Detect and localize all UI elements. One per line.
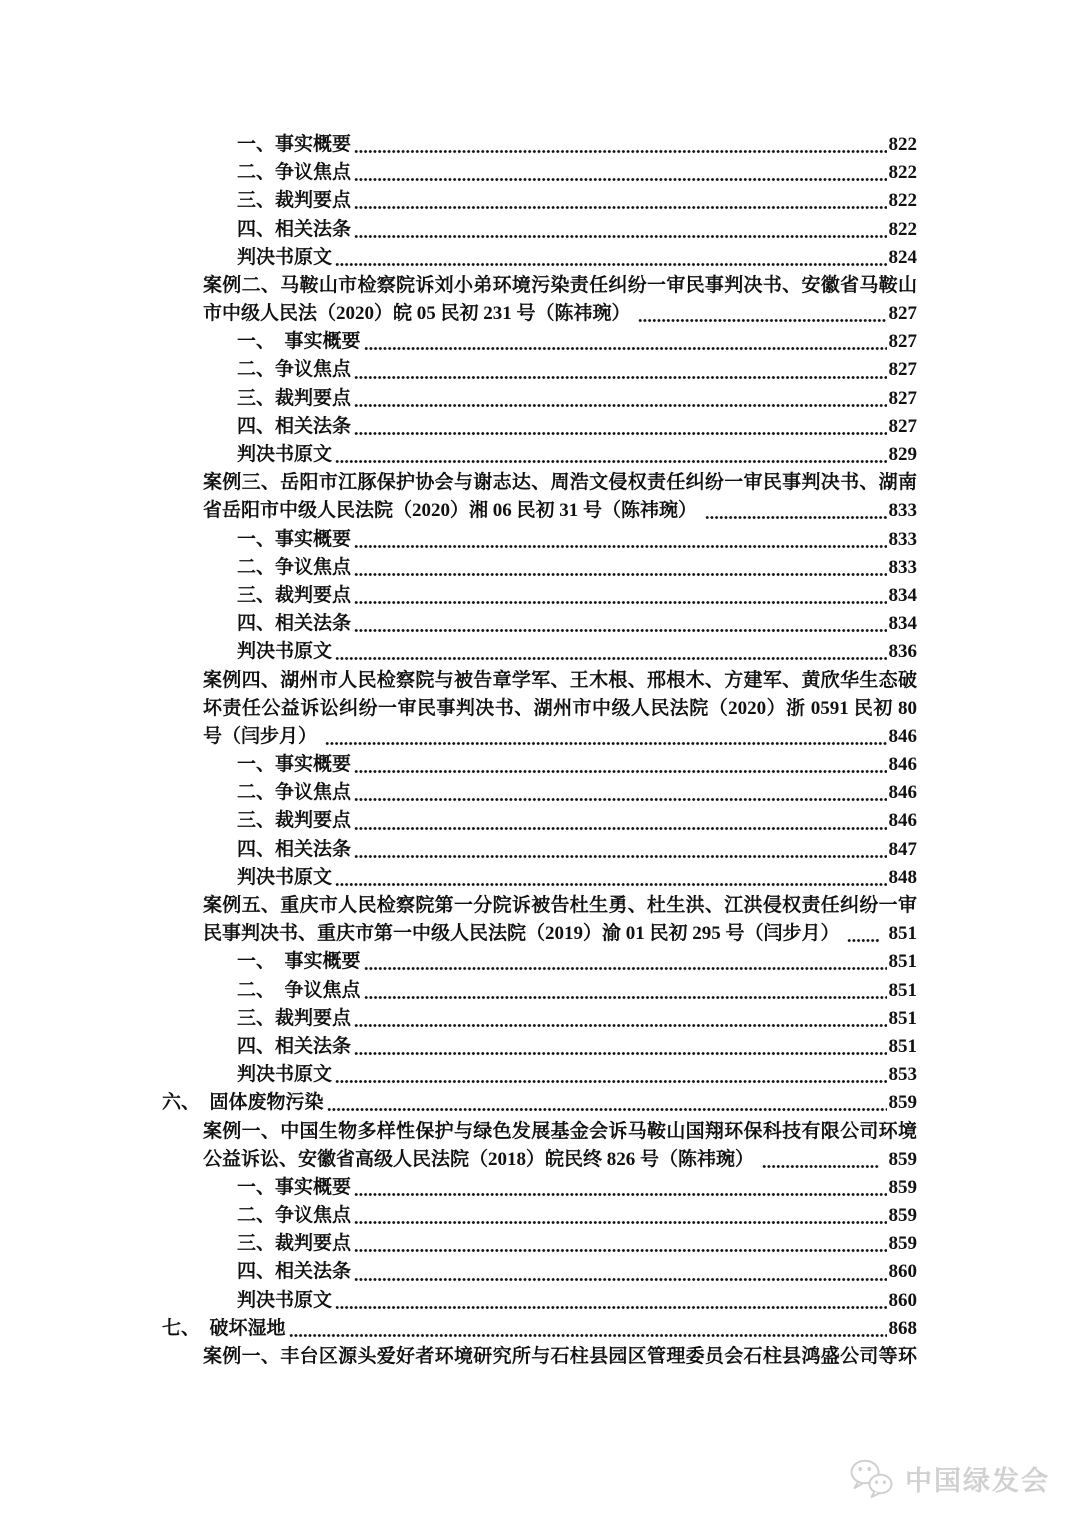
toc-entry-text: 坏责任公益诉讼纠纷一审民事判决书、湖州市中级人民法院（2020）浙 0591 民初 80: [203, 697, 917, 719]
toc-entry-text: 民事判决书、重庆市第一中级人民法院（2019）渝 01 民初 295 号（闫步月）: [203, 923, 845, 945]
toc-entry[interactable]: [0, 497, 1080, 525]
toc-entry-text: 判决书原文: [237, 444, 333, 466]
page-number: 833: [888, 500, 917, 522]
toc-entry[interactable]: [0, 582, 1080, 610]
toc-entry[interactable]: [0, 1202, 1080, 1230]
toc-entry[interactable]: [0, 441, 1080, 469]
page-number: 833: [888, 556, 917, 578]
page-number: 822: [888, 218, 917, 240]
toc-entry[interactable]: [0, 779, 1080, 807]
toc-entry-text: 判决书原文: [237, 866, 333, 888]
page-number: 847: [888, 838, 917, 860]
toc-entry-text: 一、事实概要: [237, 754, 352, 776]
dot-leader: [762, 1165, 879, 1168]
toc-entry[interactable]: [0, 1089, 1080, 1117]
page-number: 822: [888, 133, 917, 155]
toc-entry-text: 案例二、马鞍山市检察院诉刘小弟环境污染责任纠纷一审民事判决书、安徽省马鞍山: [203, 274, 917, 296]
toc-entry-text: 案例一、中国生物多样性保护与绿色发展基金会诉马鞍山国翔环保科技有限公司环境: [203, 1120, 917, 1142]
dot-leader: [354, 1052, 886, 1055]
toc-entry[interactable]: [0, 1230, 1080, 1258]
toc-entry-text: 二、争议焦点: [237, 359, 352, 381]
toc-entry-text: 一、事实概要: [237, 133, 352, 155]
page-number: 834: [888, 613, 917, 635]
dot-leader: [638, 319, 886, 322]
dot-leader: [354, 1221, 886, 1224]
page-number: 827: [888, 331, 917, 353]
page-number: 851: [888, 979, 917, 1001]
dot-leader: [847, 939, 878, 942]
dot-leader: [354, 1249, 886, 1252]
dot-leader: [335, 263, 886, 266]
toc-entry[interactable]: [0, 948, 1080, 976]
toc-entry[interactable]: [0, 1259, 1080, 1287]
toc-entry[interactable]: [0, 300, 1080, 328]
dot-leader: [705, 516, 887, 519]
dot-leader: [354, 1193, 886, 1196]
toc-entry[interactable]: [0, 413, 1080, 441]
toc-entry-text: 四、相关法条: [237, 838, 352, 860]
dot-leader: [335, 1306, 886, 1309]
page-number: 833: [888, 528, 917, 550]
dot-leader: [354, 150, 886, 153]
dot-leader: [354, 545, 886, 548]
toc-entry[interactable]: [0, 1005, 1080, 1033]
page-number: 859: [888, 1233, 917, 1255]
toc-entry[interactable]: [0, 328, 1080, 356]
toc-entry-text: 七、 破坏湿地: [162, 1317, 286, 1339]
toc-entry[interactable]: [0, 1118, 1080, 1146]
toc-entry[interactable]: [0, 272, 1080, 300]
page-number: 846: [888, 810, 917, 832]
dot-leader: [354, 798, 886, 801]
toc-entry[interactable]: [0, 216, 1080, 244]
toc-entry-text: 二、争议焦点: [237, 782, 352, 804]
dot-leader: [354, 432, 886, 435]
toc-entry[interactable]: [0, 808, 1080, 836]
dot-leader: [327, 1108, 887, 1111]
toc-entry[interactable]: [0, 131, 1080, 159]
toc-entry[interactable]: [0, 836, 1080, 864]
toc-entry-text: 四、相关法条: [237, 218, 352, 240]
toc-entry[interactable]: [0, 920, 1080, 948]
toc-entry[interactable]: [0, 977, 1080, 1005]
toc-entry[interactable]: [0, 1061, 1080, 1089]
dot-leader: [354, 573, 886, 576]
toc-entry[interactable]: [0, 751, 1080, 779]
page-number: 860: [888, 1261, 917, 1283]
toc-entry[interactable]: [0, 554, 1080, 582]
page-number: 824: [888, 246, 917, 268]
page-number: 848: [888, 866, 917, 888]
toc-entry-text: 一、事实概要: [237, 1176, 352, 1198]
page-number: 860: [888, 1289, 917, 1311]
toc-entry[interactable]: [0, 892, 1080, 920]
toc-entry-text: 判决书原文: [237, 1064, 333, 1086]
toc-entry[interactable]: [0, 864, 1080, 892]
dot-leader: [354, 827, 886, 830]
toc-entry[interactable]: [0, 385, 1080, 413]
toc-entry-text: 三、裁判要点: [237, 387, 352, 409]
toc-entry-text: 一、事实概要: [237, 528, 352, 550]
page-number: 868: [888, 1317, 917, 1339]
dot-leader: [354, 404, 886, 407]
toc-entry-text: 案例四、湖州市人民检察院与被告章学军、王木根、邢根木、方建军、黄欣华生态破: [203, 669, 917, 691]
dot-leader: [354, 601, 886, 604]
toc-entry[interactable]: [0, 667, 1080, 695]
toc-entry-text: 判决书原文: [237, 246, 333, 268]
toc-entry-text: 三、裁判要点: [237, 584, 352, 606]
toc-entry-text: 号（闫步月）: [203, 725, 322, 747]
toc: [0, 131, 1080, 1371]
toc-entry-text: 四、相关法条: [237, 1261, 352, 1283]
page-number: 859: [888, 1092, 917, 1114]
toc-entry-text: 三、裁判要点: [237, 1007, 352, 1029]
toc-entry[interactable]: [0, 638, 1080, 666]
dot-leader: [335, 1080, 886, 1083]
dot-leader: [335, 657, 886, 660]
dot-leader: [354, 206, 886, 209]
toc-entry[interactable]: [0, 1343, 1080, 1371]
toc-entry-text: 案例三、岳阳市江豚保护协会与谢志达、周浩文侵权责任纠纷一审民事判决书、湖南: [203, 472, 917, 494]
toc-entry[interactable]: [0, 187, 1080, 215]
page-number: 822: [888, 190, 917, 212]
dot-leader: [354, 770, 886, 773]
page-number: 827: [888, 359, 917, 381]
toc-entry-text: 二、争议焦点: [237, 556, 352, 578]
dot-leader: [289, 1334, 887, 1337]
page-number: 846: [888, 782, 917, 804]
toc-entry-text: 三、裁判要点: [237, 1233, 352, 1255]
toc-entry-text: 公益诉讼、安徽省高级人民法院（2018）皖民终 826 号（陈祎琬）: [203, 1148, 759, 1170]
toc-entry-text: 案例一、丰台区源头爱好者环境研究所与石柱县园区管理委员会石柱县鸿盛公司等环: [203, 1346, 917, 1368]
page-number: 851: [888, 1007, 917, 1029]
toc-entry-text: 判决书原文: [237, 641, 333, 663]
page-number: 851: [888, 1035, 917, 1057]
page-number: 859: [888, 1205, 917, 1227]
toc-entry[interactable]: [0, 610, 1080, 638]
dot-leader: [354, 178, 886, 181]
toc-entry-text: 市中级人民法（2020）皖 05 民初 231 号（陈祎琬）: [203, 303, 636, 325]
toc-entry-text: 三、裁判要点: [237, 810, 352, 832]
wechat-icon: [848, 1458, 896, 1499]
page-number: 829: [888, 444, 917, 466]
page-number: 827: [888, 303, 917, 325]
toc-entry-text: 二、争议焦点: [237, 162, 352, 184]
toc-entry[interactable]: [0, 1287, 1080, 1315]
toc-entry-text: 案例五、重庆市人民检察院第一分院诉被告杜生勇、杜生洪、江洪侵权责任纠纷一审: [203, 895, 917, 917]
toc-entry[interactable]: [0, 357, 1080, 385]
dot-leader: [354, 855, 886, 858]
toc-entry-text: 三、裁判要点: [237, 190, 352, 212]
toc-entry[interactable]: [0, 723, 1080, 751]
page-number: 834: [888, 584, 917, 606]
watermark: [848, 1458, 1050, 1499]
toc-entry-text: 四、相关法条: [237, 1035, 352, 1057]
dot-leader: [364, 996, 887, 999]
toc-entry-text: 四、相关法条: [237, 613, 352, 635]
dot-leader: [354, 629, 886, 632]
toc-entry[interactable]: [0, 1033, 1080, 1061]
dot-leader: [354, 376, 886, 379]
toc-entry-text: 一、 事实概要: [237, 331, 361, 353]
dot-leader: [364, 967, 887, 970]
dot-leader: [354, 235, 886, 238]
toc-entry-text: 省岳阳市中级人民法院（2020）湘 06 民初 31 号（陈祎琬）: [203, 500, 702, 522]
toc-entry[interactable]: [0, 159, 1080, 187]
page-number: 827: [888, 387, 917, 409]
page-number: 851: [888, 923, 917, 945]
page-number: 836: [888, 641, 917, 663]
toc-entry-text: 六、 固体废物污染: [162, 1092, 324, 1114]
dot-leader: [354, 1024, 886, 1027]
page-number: 851: [888, 951, 917, 973]
page-number: 853: [888, 1064, 917, 1086]
dot-leader: [335, 883, 886, 886]
toc-entry[interactable]: [0, 1146, 1080, 1174]
dot-leader: [354, 1278, 886, 1281]
page-number: 846: [888, 754, 917, 776]
dot-leader: [364, 347, 887, 350]
toc-entry-text: 一、 事实概要: [237, 951, 361, 973]
toc-entry[interactable]: [0, 244, 1080, 272]
watermark-label: 中国绿发会: [905, 1466, 1050, 1496]
toc-entry-text: 判决书原文: [237, 1289, 333, 1311]
page-number: 859: [888, 1148, 917, 1170]
toc-entry[interactable]: [0, 1315, 1080, 1343]
page-number: 827: [888, 415, 917, 437]
toc-entry-text: 四、相关法条: [237, 415, 352, 437]
toc-entry[interactable]: [0, 1174, 1080, 1202]
dot-leader: [335, 460, 886, 463]
toc-entry[interactable]: [0, 695, 1080, 723]
toc-entry-text: 二、争议焦点: [237, 1205, 352, 1227]
toc-entry[interactable]: [0, 469, 1080, 497]
page-number: 822: [888, 162, 917, 184]
toc-entry-text: 二、 争议焦点: [237, 979, 361, 1001]
page-number: 846: [888, 725, 917, 747]
page-number: 859: [888, 1176, 917, 1198]
toc-entry[interactable]: [0, 526, 1080, 554]
dot-leader: [325, 742, 887, 745]
